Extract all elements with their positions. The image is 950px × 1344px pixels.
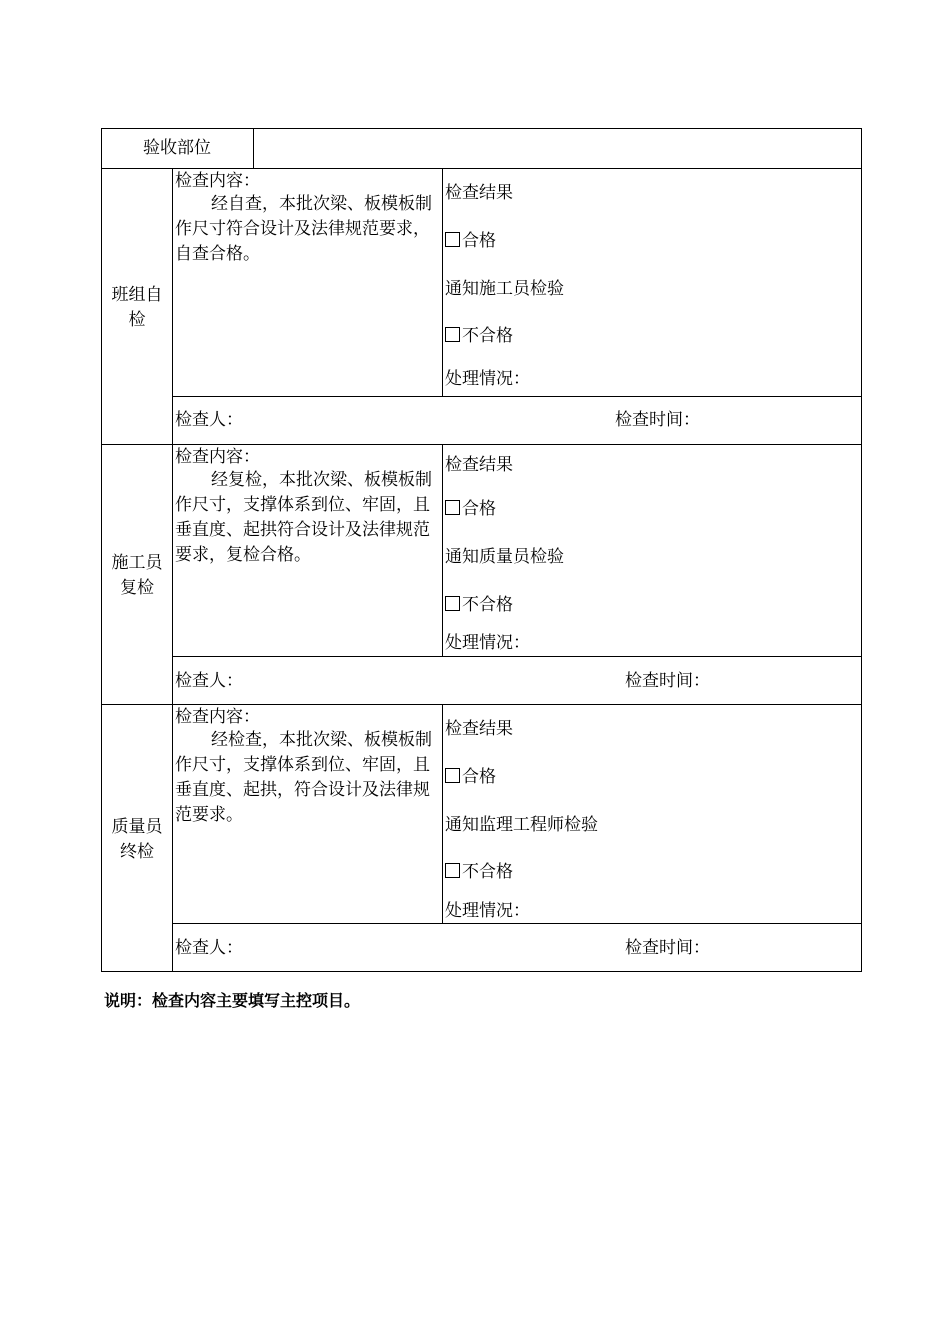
fail-label: 不合格 <box>462 326 513 346</box>
content-title: 检查内容： <box>175 447 260 467</box>
row-divider <box>172 656 862 657</box>
result-title: 检查结果 <box>445 183 513 203</box>
part-label: 验收部位 <box>143 138 211 158</box>
fail-option[interactable] <box>445 859 513 885</box>
column-divider <box>253 128 254 169</box>
table-border-right <box>861 128 862 972</box>
time-label: 检查时间： <box>625 938 710 958</box>
section-label-line1: 施工员 <box>111 553 163 573</box>
section-label-line2: 复检 <box>120 578 154 598</box>
table-border-top <box>101 128 862 129</box>
checkbox-icon[interactable] <box>445 863 460 878</box>
row-divider <box>172 396 862 397</box>
row-divider <box>101 704 862 705</box>
checkbox-icon[interactable] <box>445 500 460 515</box>
footnote: 说明：检查内容主要填写主控项目。 <box>104 991 361 1010</box>
time-label: 检查时间： <box>625 671 710 691</box>
fail-option[interactable] <box>445 592 513 618</box>
inspector-label: 检查人： <box>175 938 243 958</box>
section-label-line1: 班组自 <box>111 285 163 305</box>
column-divider <box>442 168 443 396</box>
inspector-label: 检查人： <box>175 671 243 691</box>
handling-label: 处理情况： <box>445 633 530 653</box>
fail-label: 不合格 <box>462 862 513 882</box>
notify-text: 通知施工员检验 <box>445 279 564 299</box>
inspector-label: 检查人： <box>175 410 243 430</box>
checkbox-icon[interactable] <box>445 768 460 783</box>
column-divider <box>442 704 443 923</box>
section-label-line2: 检 <box>128 310 146 330</box>
content-title: 检查内容： <box>175 707 260 727</box>
time-label: 检查时间： <box>615 410 700 430</box>
fail-label: 不合格 <box>462 595 513 615</box>
pass-option[interactable] <box>445 496 496 522</box>
row-divider <box>101 444 862 445</box>
result-title: 检查结果 <box>445 719 513 739</box>
inspection-table <box>101 128 862 972</box>
row-divider <box>101 168 862 169</box>
content-text: 经自查，本批次梁、板模板制作尺寸符合设计及法律规范要求，自查合格。 <box>175 194 432 264</box>
result-title: 检查结果 <box>445 455 513 475</box>
checkbox-icon[interactable] <box>445 327 460 342</box>
pass-label: 合格 <box>462 231 496 251</box>
column-divider <box>172 168 173 972</box>
checkbox-icon[interactable] <box>445 232 460 247</box>
pass-label: 合格 <box>462 499 496 519</box>
column-divider <box>442 444 443 656</box>
section-label <box>102 283 172 333</box>
section-label <box>102 815 172 865</box>
content-text: 经复检，本批次梁、板模板制作尺寸，支撑体系到位、牢固，且垂直度、起拱符合设计及法律规范要求，复检合格。 <box>175 470 432 565</box>
pass-option[interactable] <box>445 228 496 254</box>
content-title: 检查内容： <box>175 171 260 191</box>
handling-label: 处理情况： <box>445 901 530 921</box>
section-label <box>102 551 172 601</box>
pass-label: 合格 <box>462 767 496 787</box>
section-label-line1: 质量员 <box>111 817 163 837</box>
handling-label: 处理情况： <box>445 369 530 389</box>
section-label-line2: 终检 <box>120 842 154 862</box>
checkbox-icon[interactable] <box>445 596 460 611</box>
table-border-bottom <box>101 971 862 972</box>
notify-text: 通知质量员检验 <box>445 547 564 567</box>
content-text: 经检查，本批次梁、板模板制作尺寸，支撑体系到位、牢固，且垂直度、起拱，符合设计及法律规范要求。 <box>175 730 432 825</box>
notify-text: 通知监理工程师检验 <box>445 815 598 835</box>
fail-option[interactable] <box>445 323 513 349</box>
pass-option[interactable] <box>445 764 496 790</box>
